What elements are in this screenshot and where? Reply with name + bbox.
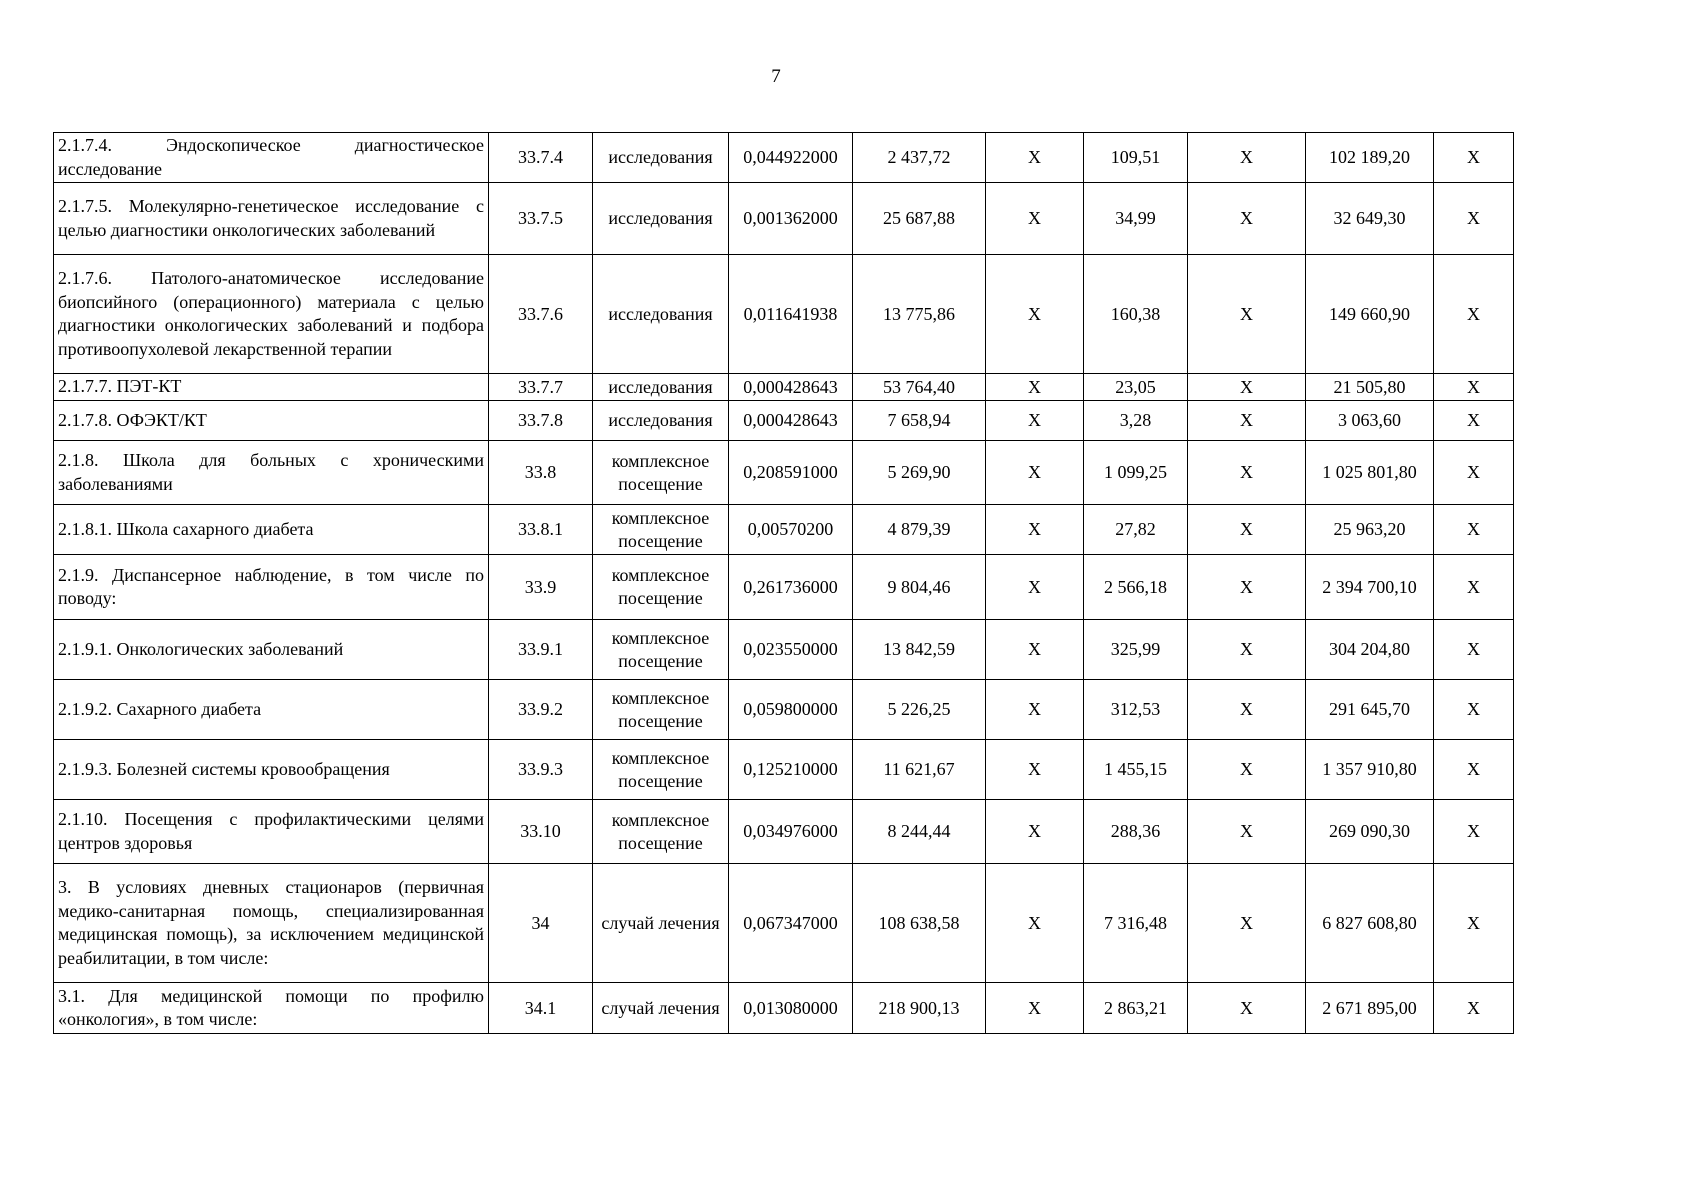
row-col8: Х bbox=[1188, 183, 1306, 255]
row-col7: 1 099,25 bbox=[1084, 441, 1188, 505]
row-cost: 5 269,90 bbox=[853, 441, 986, 505]
row-col9: 6 827 608,80 bbox=[1306, 864, 1434, 983]
table-row bbox=[54, 680, 1514, 740]
row-unit: исследования bbox=[593, 255, 729, 374]
row-unit: комплексное посещение bbox=[593, 555, 729, 620]
row-col6: Х bbox=[986, 374, 1084, 401]
row-col10: Х bbox=[1434, 255, 1514, 374]
row-col9: 269 090,30 bbox=[1306, 800, 1434, 864]
row-col6: Х bbox=[986, 620, 1084, 680]
row-norm: 0,000428643 bbox=[729, 374, 853, 401]
page-number: 7 bbox=[771, 66, 781, 87]
row-unit: комплексное посещение bbox=[593, 505, 729, 555]
row-name: 2.1.9.2. Сахарного диабета bbox=[54, 680, 489, 740]
row-norm: 0,125210000 bbox=[729, 740, 853, 800]
row-col6: Х bbox=[986, 255, 1084, 374]
row-name: 2.1.7.8. ОФЭКТ/КТ bbox=[54, 401, 489, 441]
row-cost: 9 804,46 bbox=[853, 555, 986, 620]
row-col8: Х bbox=[1188, 555, 1306, 620]
row-col8: Х bbox=[1188, 133, 1306, 183]
table-row bbox=[54, 374, 1514, 401]
row-col9: 149 660,90 bbox=[1306, 255, 1434, 374]
row-col10: Х bbox=[1434, 374, 1514, 401]
row-col7: 27,82 bbox=[1084, 505, 1188, 555]
row-col6: Х bbox=[986, 555, 1084, 620]
row-col6: Х bbox=[986, 183, 1084, 255]
row-cost: 25 687,88 bbox=[853, 183, 986, 255]
row-code: 34 bbox=[489, 864, 593, 983]
row-col10: Х bbox=[1434, 740, 1514, 800]
row-cost: 13 842,59 bbox=[853, 620, 986, 680]
row-col10: Х bbox=[1434, 401, 1514, 441]
row-col9: 304 204,80 bbox=[1306, 620, 1434, 680]
row-code: 33.7.5 bbox=[489, 183, 593, 255]
row-col6: Х bbox=[986, 133, 1084, 183]
row-code: 33.7.7 bbox=[489, 374, 593, 401]
row-col7: 2 863,21 bbox=[1084, 983, 1188, 1034]
row-name: 2.1.9.3. Болезней системы кровообращения bbox=[54, 740, 489, 800]
row-col6: Х bbox=[986, 740, 1084, 800]
row-col10: Х bbox=[1434, 864, 1514, 983]
row-unit: исследования bbox=[593, 133, 729, 183]
row-norm: 0,000428643 bbox=[729, 401, 853, 441]
row-col8: Х bbox=[1188, 620, 1306, 680]
row-col8: Х bbox=[1188, 505, 1306, 555]
row-name: 2.1.7.6. Патолого-анатомическое исследование биопсийного (операционного) материала с целью диагностики онкологических заболеваний и подбора противоопухолевой лекарственной терапии bbox=[54, 255, 489, 374]
row-col7: 3,28 bbox=[1084, 401, 1188, 441]
row-col9: 3 063,60 bbox=[1306, 401, 1434, 441]
row-norm: 0,00570200 bbox=[729, 505, 853, 555]
table-row bbox=[54, 800, 1514, 864]
row-name: 2.1.7.7. ПЭТ-КТ bbox=[54, 374, 489, 401]
table-row bbox=[54, 183, 1514, 255]
row-col7: 288,36 bbox=[1084, 800, 1188, 864]
row-col9: 1 025 801,80 bbox=[1306, 441, 1434, 505]
row-unit: комплексное посещение bbox=[593, 740, 729, 800]
row-col8: Х bbox=[1188, 680, 1306, 740]
row-code: 33.7.4 bbox=[489, 133, 593, 183]
row-code: 33.8.1 bbox=[489, 505, 593, 555]
table-row bbox=[54, 864, 1514, 983]
row-cost: 218 900,13 bbox=[853, 983, 986, 1034]
row-col6: Х bbox=[986, 401, 1084, 441]
row-col10: Х bbox=[1434, 800, 1514, 864]
row-col7: 2 566,18 bbox=[1084, 555, 1188, 620]
row-name: 2.1.9. Диспансерное наблюдение, в том числе по поводу: bbox=[54, 555, 489, 620]
table-body bbox=[54, 133, 1514, 1034]
row-norm: 0,261736000 bbox=[729, 555, 853, 620]
row-col8: Х bbox=[1188, 800, 1306, 864]
row-col10: Х bbox=[1434, 555, 1514, 620]
table-row bbox=[54, 505, 1514, 555]
row-col6: Х bbox=[986, 864, 1084, 983]
row-col7: 1 455,15 bbox=[1084, 740, 1188, 800]
row-col7: 23,05 bbox=[1084, 374, 1188, 401]
row-col9: 21 505,80 bbox=[1306, 374, 1434, 401]
row-norm: 0,208591000 bbox=[729, 441, 853, 505]
row-col9: 32 649,30 bbox=[1306, 183, 1434, 255]
row-code: 33.9 bbox=[489, 555, 593, 620]
row-col9: 2 394 700,10 bbox=[1306, 555, 1434, 620]
row-col7: 7 316,48 bbox=[1084, 864, 1188, 983]
row-col10: Х bbox=[1434, 133, 1514, 183]
table-row bbox=[54, 740, 1514, 800]
row-norm: 0,023550000 bbox=[729, 620, 853, 680]
row-name: 3. В условиях дневных стационаров (первичная медико-санитарная помощь, специализированная медицинская помощь), за исключением медицинской реабилитации, в том числе: bbox=[54, 864, 489, 983]
row-cost: 53 764,40 bbox=[853, 374, 986, 401]
row-col8: Х bbox=[1188, 441, 1306, 505]
row-col6: Х bbox=[986, 680, 1084, 740]
row-name: 2.1.9.1. Онкологических заболеваний bbox=[54, 620, 489, 680]
row-col8: Х bbox=[1188, 740, 1306, 800]
row-col9: 102 189,20 bbox=[1306, 133, 1434, 183]
row-col9: 291 645,70 bbox=[1306, 680, 1434, 740]
row-name: 2.1.10. Посещения с профилактическими целями центров здоровья bbox=[54, 800, 489, 864]
row-col8: Х bbox=[1188, 401, 1306, 441]
row-col9: 25 963,20 bbox=[1306, 505, 1434, 555]
table-row bbox=[54, 555, 1514, 620]
table-row bbox=[54, 255, 1514, 374]
row-norm: 0,044922000 bbox=[729, 133, 853, 183]
row-col6: Х bbox=[986, 800, 1084, 864]
row-norm: 0,013080000 bbox=[729, 983, 853, 1034]
row-cost: 4 879,39 bbox=[853, 505, 986, 555]
row-name: 3.1. Для медицинской помощи по профилю «онкология», в том числе: bbox=[54, 983, 489, 1034]
row-col6: Х bbox=[986, 505, 1084, 555]
row-cost: 11 621,67 bbox=[853, 740, 986, 800]
row-cost: 108 638,58 bbox=[853, 864, 986, 983]
table-row bbox=[54, 401, 1514, 441]
row-cost: 8 244,44 bbox=[853, 800, 986, 864]
row-code: 34.1 bbox=[489, 983, 593, 1034]
row-norm: 0,034976000 bbox=[729, 800, 853, 864]
row-col10: Х bbox=[1434, 183, 1514, 255]
row-col10: Х bbox=[1434, 680, 1514, 740]
row-code: 33.9.2 bbox=[489, 680, 593, 740]
row-col8: Х bbox=[1188, 864, 1306, 983]
row-col9: 2 671 895,00 bbox=[1306, 983, 1434, 1034]
row-col8: Х bbox=[1188, 374, 1306, 401]
data-table bbox=[53, 132, 1514, 1034]
row-col8: Х bbox=[1188, 983, 1306, 1034]
row-unit: исследования bbox=[593, 374, 729, 401]
row-cost: 2 437,72 bbox=[853, 133, 986, 183]
row-unit: случай лечения bbox=[593, 864, 729, 983]
row-unit: исследования bbox=[593, 401, 729, 441]
table-row bbox=[54, 983, 1514, 1034]
row-col10: Х bbox=[1434, 620, 1514, 680]
row-col9: 1 357 910,80 bbox=[1306, 740, 1434, 800]
row-col10: Х bbox=[1434, 505, 1514, 555]
row-col6: Х bbox=[986, 983, 1084, 1034]
row-code: 33.9.3 bbox=[489, 740, 593, 800]
row-col7: 325,99 bbox=[1084, 620, 1188, 680]
row-col7: 160,38 bbox=[1084, 255, 1188, 374]
row-col10: Х bbox=[1434, 441, 1514, 505]
row-norm: 0,001362000 bbox=[729, 183, 853, 255]
table-row bbox=[54, 133, 1514, 183]
row-name: 2.1.8. Школа для больных с хроническими заболеваниями bbox=[54, 441, 489, 505]
row-cost: 13 775,86 bbox=[853, 255, 986, 374]
row-name: 2.1.7.5. Молекулярно-генетическое исследование с целью диагностики онкологических заболеваний bbox=[54, 183, 489, 255]
row-col6: Х bbox=[986, 441, 1084, 505]
row-unit: комплексное посещение bbox=[593, 800, 729, 864]
row-col10: Х bbox=[1434, 983, 1514, 1034]
row-cost: 7 658,94 bbox=[853, 401, 986, 441]
row-unit: случай лечения bbox=[593, 983, 729, 1034]
row-code: 33.7.6 bbox=[489, 255, 593, 374]
table-row bbox=[54, 441, 1514, 505]
row-col7: 312,53 bbox=[1084, 680, 1188, 740]
row-code: 33.9.1 bbox=[489, 620, 593, 680]
table-row bbox=[54, 620, 1514, 680]
row-col7: 34,99 bbox=[1084, 183, 1188, 255]
row-cost: 5 226,25 bbox=[853, 680, 986, 740]
row-unit: комплексное посещение bbox=[593, 680, 729, 740]
row-code: 33.7.8 bbox=[489, 401, 593, 441]
row-col8: Х bbox=[1188, 255, 1306, 374]
row-code: 33.8 bbox=[489, 441, 593, 505]
row-norm: 0,011641938 bbox=[729, 255, 853, 374]
row-name: 2.1.7.4. Эндоскопическое диагностическое исследование bbox=[54, 133, 489, 183]
row-name: 2.1.8.1. Школа сахарного диабета bbox=[54, 505, 489, 555]
row-code: 33.10 bbox=[489, 800, 593, 864]
row-col7: 109,51 bbox=[1084, 133, 1188, 183]
row-unit: комплексное посещение bbox=[593, 620, 729, 680]
row-unit: комплексное посещение bbox=[593, 441, 729, 505]
row-norm: 0,059800000 bbox=[729, 680, 853, 740]
row-norm: 0,067347000 bbox=[729, 864, 853, 983]
row-unit: исследования bbox=[593, 183, 729, 255]
